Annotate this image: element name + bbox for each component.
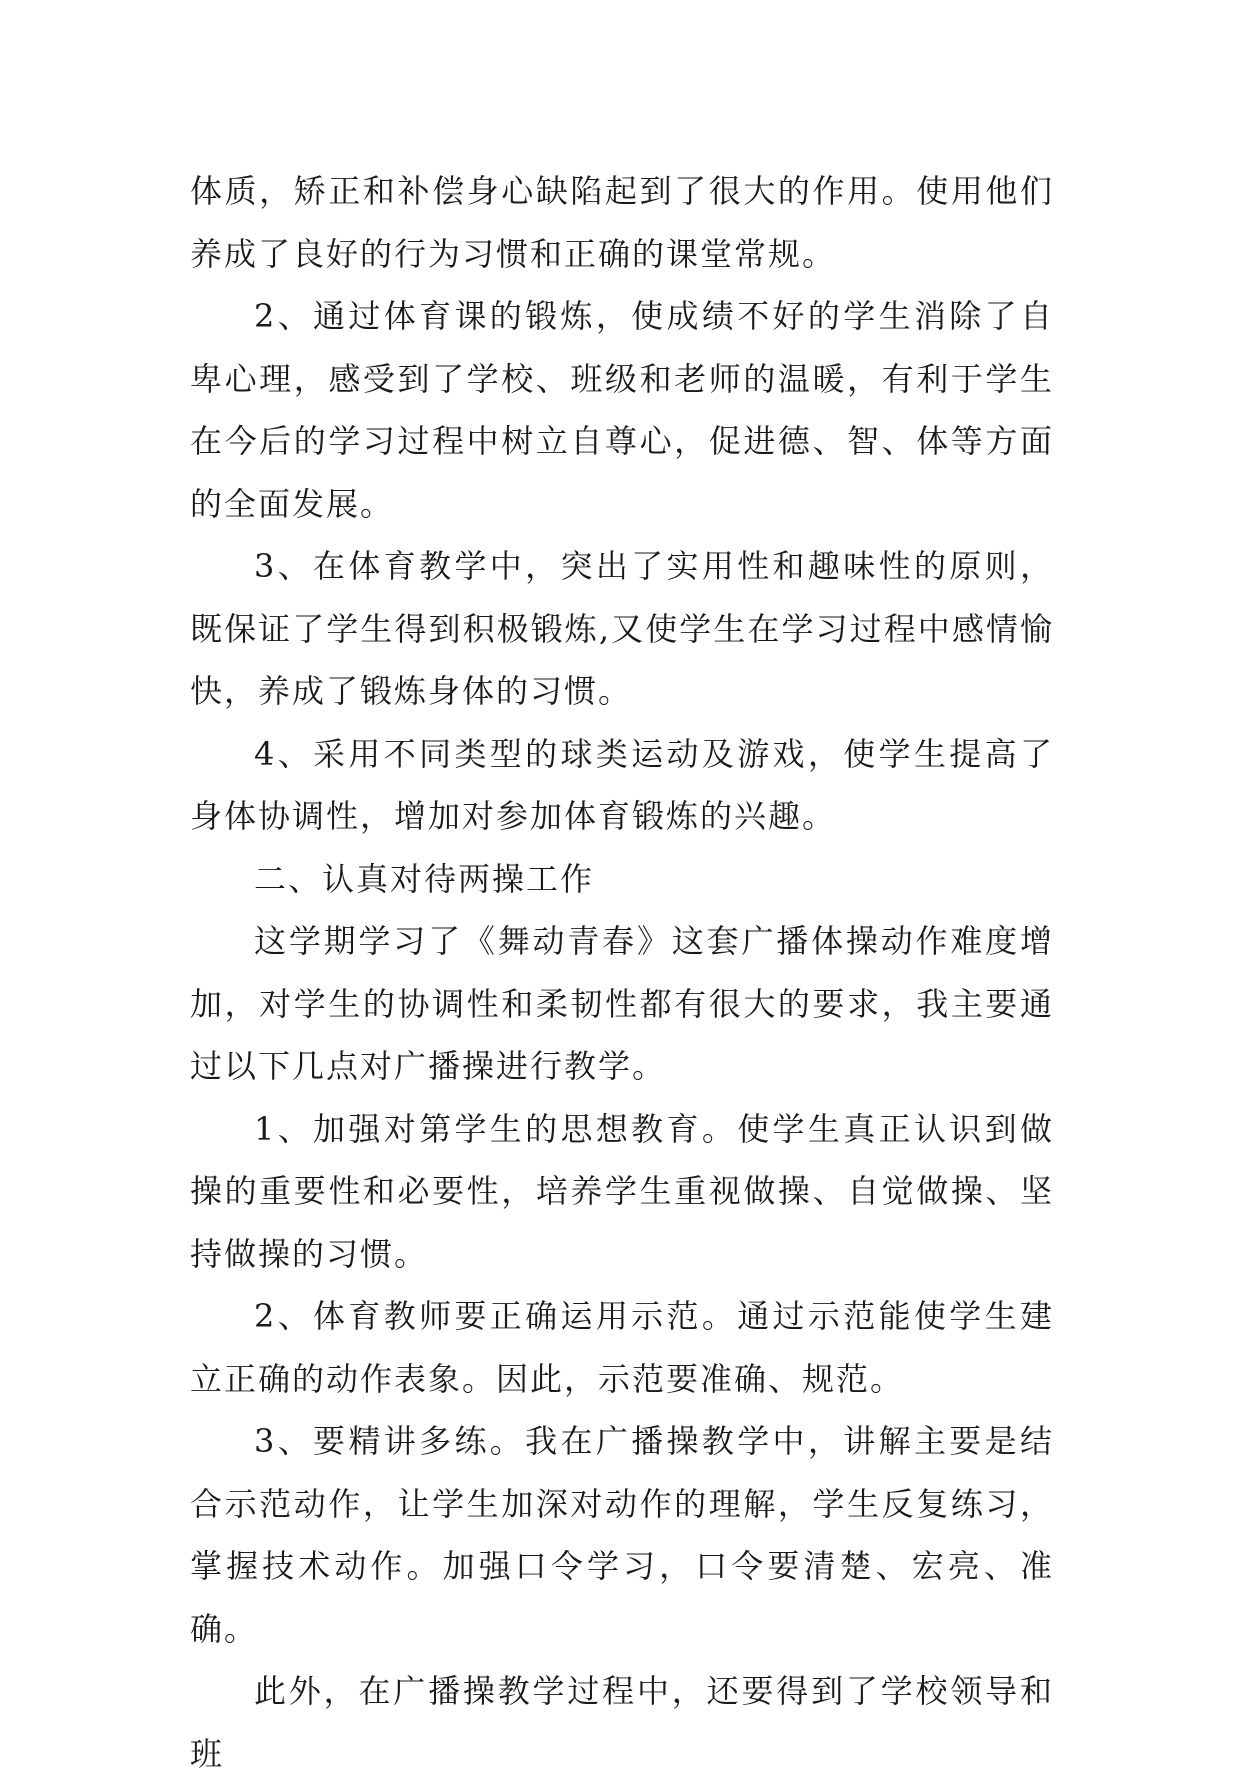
paragraph-1: 体质，矫正和补偿身心缺陷起到了很大的作用。使用他们养成了良好的行为习惯和正确的课堂常规。 <box>190 172 1054 273</box>
paragraph-3: 3、在体育教学中，突出了实用性和趣味性的原则，既保证了学生得到积极锻炼,又使学生在学习过程中感情愉快，养成了锻炼身体的习惯。 <box>190 547 1054 710</box>
document-page <box>190 160 1054 1785</box>
paragraph-8: 2、体育教师要正确运用示范。通过示范能使学生建立正确的动作表象。因此，示范要准确、规范。 <box>190 1297 1054 1398</box>
paragraph-9: 3、要精讲多练。我在广播操教学中，讲解主要是结合示范动作，让学生加深对动作的理解，学生反复练习，掌握技术动作。加强口令学习，口令要清楚、宏亮、准确。 <box>190 1422 1054 1648</box>
paragraph-6: 这学期学习了《舞动青春》这套广播体操动作难度增加，对学生的协调性和柔韧性都有很大的要求，我主要通过以下几点对广播操进行教学。 <box>190 922 1054 1085</box>
paragraph-4: 4、采用不同类型的球类运动及游戏，使学生提高了身体协调性，增加对参加体育锻炼的兴趣。 <box>190 734 1054 835</box>
paragraph-10: 此外，在广播操教学过程中，还要得到了学校领导和班 <box>190 1672 1054 1773</box>
paragraph-7: 1、加强对第学生的思想教育。使学生真正认识到做操的重要性和必要性，培养学生重视做操、自觉做操、坚持做操的习惯。 <box>190 1109 1054 1273</box>
section-heading: 二、认真对待两操工作 <box>254 859 595 898</box>
paragraph-2: 2、通过体育课的锻炼，使成绩不好的学生消除了自卑心理，感受到了学校、班级和老师的温暖，有利于学生在今后的学习过程中树立自尊心，促进德、智、体等方面的全面发展。 <box>190 297 1054 523</box>
